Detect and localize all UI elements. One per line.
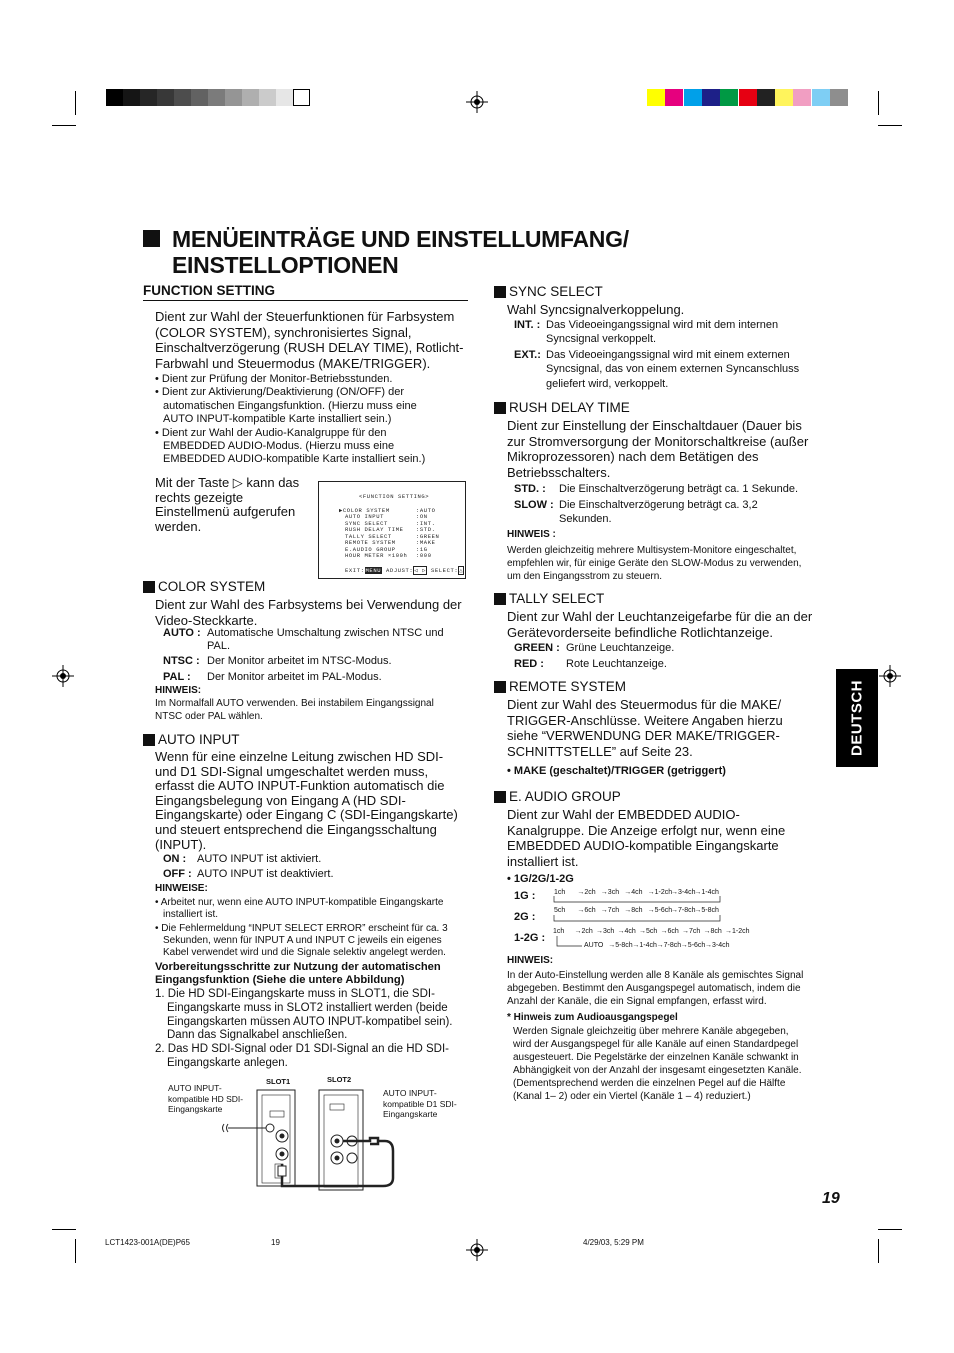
color-swatch: [830, 89, 848, 106]
audio-channel-item: →3-4ch: [705, 942, 730, 949]
page-number: 19: [822, 1190, 840, 1207]
gray-swatch: [174, 89, 191, 106]
auto-input-heading: AUTO INPUT: [158, 732, 240, 747]
audio-channel-item: →6ch: [660, 928, 679, 935]
audio-channel-item: →4ch: [617, 928, 636, 935]
audio-channel-item: →5-8ch: [694, 907, 719, 914]
auto-input-hinweise-label: HINWEISE:: [155, 883, 208, 894]
gray-swatch: [106, 89, 123, 106]
audio-channel-item: →1-4ch: [694, 889, 719, 896]
section-square-icon: [494, 286, 506, 298]
color-swatch: [775, 89, 793, 106]
audio-row-1g-label: 1G :: [514, 890, 536, 902]
color-swatch: [665, 89, 683, 106]
page-title: MENÜEINTRÄGE UND EINSTELLUMFANG/: [172, 226, 629, 252]
sync-select-options: INT. : Das Videoeingangssignal wird mit dem internen Syncsignal verkoppelt. EXT.: Das Videoeingangssignal wird mit einem externen Syncsignal, das von einem externen Syncanschluss geliefert wird, verkoppelt.: [514, 319, 800, 390]
audio-channel-item: →1-4ch: [632, 942, 657, 949]
slot-connection-diagram: [220, 1086, 400, 1196]
registration-mark: [52, 665, 74, 687]
auto-input-hinweise: • Arbeitet nur, wenn eine AUTO INPUT-kompatible Eingangskarte installiert ist. • Die Fehlermeldung “INPUT SELECT ERROR” erscheint für ca. 3 Sekunden, wenn für INPUT A und INPUT C jeweils ein eigenes Kabel verwendet wird und die Signale selektiv angelegt werden.: [155, 897, 448, 958]
crop-mark: [878, 91, 879, 115]
color-swatch: [739, 89, 757, 106]
menu-row-label: HOUR METER ×100h: [345, 552, 408, 559]
gray-swatch: [225, 89, 242, 106]
color-system-heading: COLOR SYSTEM: [158, 579, 266, 594]
color-swatch: [702, 89, 720, 106]
audio-channel-item: 1ch: [553, 928, 565, 935]
tally-select-desc: Dient zur Wahl der Leuchtanzeigefarbe für die an der Gerätevorderseite befindliche Rotlichtanzeige.: [507, 609, 813, 640]
footer-page: 19: [271, 1238, 280, 1247]
menu-row-label: SYNC SELECT: [345, 519, 388, 527]
menu-row-value: :INT.: [416, 519, 436, 527]
audio-channel-item: →2ch: [577, 889, 596, 896]
rush-delay-hinweis: Werden gleichzeitig mehrere Multisystem-Monitore eingeschaltet, empfehlen wir, für einige Geräte den SLOW-Modus zu verwenden, um den Eingangsstrom zu steuern.: [507, 545, 802, 582]
menu-row-value: :GREEN: [416, 532, 440, 540]
audio-hinweis-label: HINWEIS:: [507, 955, 554, 966]
audio-channel-item: →5-8ch: [608, 942, 633, 949]
gray-swatch: [208, 89, 225, 106]
menu-access-note: Mit der Taste ▷ kann das rechts gezeigte Einstellmenü aufgerufen werden.: [155, 475, 300, 534]
gray-swatch: [191, 89, 208, 106]
audio-group-bullet: • 1G/2G/1-2G: [507, 873, 574, 885]
menu-row-value: :AUTO: [416, 507, 436, 514]
section-square-icon: [143, 581, 155, 593]
registration-mark: [466, 91, 488, 113]
gray-swatch: [123, 89, 140, 106]
menu-row-value: :000: [416, 552, 432, 559]
auto-input-options: ON : AUTO INPUT ist aktiviert. OFF : AUTO INPUT ist deaktiviert.: [163, 853, 334, 880]
crop-mark: [75, 91, 76, 115]
color-swatch: [757, 89, 775, 106]
gray-swatch: [276, 89, 293, 106]
crop-mark: [878, 1239, 879, 1263]
audio-channel-item: →6ch: [577, 907, 596, 914]
audio-channel-item: AUTO: [584, 942, 604, 949]
audio-row-2g-label: 2G :: [514, 911, 536, 923]
color-system-desc: Dient zur Wahl des Farbsystems bei Verwendung der Video-Steckkarte.: [155, 597, 462, 628]
crop-mark: [52, 125, 76, 126]
hd-sdi-card-label: AUTO INPUT- kompatible HD SDI- Eingangskarte: [168, 1083, 244, 1114]
menu-row-label: E.AUDIO GROUP: [345, 545, 396, 553]
steps-list: 1. Die HD SDI-Eingangskarte muss in SLOT1, die SDI- Eingangskarte muss in SLOT2 installiert werden (beide Eingangskarten müssen AUTO INPUT-kompatibel sein). Dann das Signalkabel anschließen. 2. Das HD SDI-Signal oder D1 SDI-Signal an die HD SDI- Eingangskarte anlegen.: [155, 988, 453, 1069]
audio-channel-item: →5-6ch: [647, 907, 673, 914]
rush-delay-heading: RUSH DELAY TIME: [509, 400, 630, 415]
audio-channel-item: →3ch: [600, 889, 620, 896]
audio-channel-item: →3-4ch: [671, 889, 696, 896]
menu-row-label: ▶COLOR SYSTEM: [339, 507, 390, 514]
auto-input-desc: Wenn für eine einzelne Leitung zwischen HD SDI- und D1 SDI-Signal umgeschaltet werden muss, erfasst die AUTO INPUT-Funktion automatisch die Eingangsbelegung von Eingang A (HD SDI- Eingangskarte) oder Eingang C (SDI-Eingangskarte) und steuert entsprechend die Eingangsschaltung (INPUT).: [155, 749, 458, 852]
audio-group-desc: Dient zur Wahl der EMBEDDED AUDIO- Kanalgruppe. Die Anzeige erfolgt nur, wenn eine EMBEDDED AUDIO-kompatible Eingangskarte installiert ist.: [507, 807, 786, 869]
crop-mark: [878, 1229, 902, 1230]
function-setting-intro: Dient zur Wahl der Steuerfunktionen für Farbsystem (COLOR SYSTEM), synchronisiertes Signal, Einschaltverzögerung (RUSH DELAY TIME), Rotlicht- Farbwahl und Steuermodus (MAKE/TRIGGER).: [155, 309, 464, 371]
audio-channel-item: →1-2ch: [647, 889, 673, 896]
function-setting-heading: FUNCTION SETTING: [143, 283, 275, 298]
color-swatch: [793, 89, 811, 106]
audio-channel-item: →7ch: [682, 928, 701, 935]
menu-row-value: :STD.: [416, 526, 436, 533]
tally-select-heading: TALLY SELECT: [509, 591, 605, 606]
crop-mark: [878, 125, 902, 126]
gray-swatch: [140, 89, 157, 106]
audio-note-label: * Hinweis zum Audioausgangspegel: [507, 1012, 678, 1023]
audio-channel-item: →8ch: [624, 907, 643, 914]
gray-swatch: [157, 89, 174, 106]
rush-delay-hinweis-label: HINWEIS :: [507, 529, 556, 540]
audio-channel-item: →7-8ch: [671, 907, 696, 914]
color-system-options: AUTO : Automatische Umschaltung zwischen NTSC und PAL. NTSC : Der Monitor arbeitet im NTSC-Modus. PAL : Der Monitor arbeitet im PAL-Modus.: [163, 627, 444, 683]
footer-file: LCT1423-001A(DE)P65: [105, 1238, 190, 1247]
section-square-icon: [494, 791, 506, 803]
slot1-label: SLOT1: [266, 1077, 291, 1086]
audio-channel-item: →2ch: [574, 928, 593, 935]
section-square-icon: [494, 593, 506, 605]
rush-delay-options: STD. : Die Einschaltverzögerung beträgt ca. 1 Sekunde. SLOW : Die Einschaltverzögerung beträgt ca. 3,2 Sekunden.: [514, 483, 799, 525]
audio-channel-item: →1-2ch: [725, 928, 750, 935]
audio-channel-item: →3ch: [596, 928, 615, 935]
side-tab-label: DEUTSCH: [848, 679, 866, 757]
steps-heading: Vorbereitungsschritte zur Nutzung der automatischen Eingangsfunktion (Siehe die untere Abbildung): [155, 961, 441, 987]
function-setting-menu: [318, 481, 466, 579]
tally-select-options: GREEN : Grüne Leuchtanzeige. RED : Rote Leuchtanzeige.: [514, 642, 675, 670]
sync-select-heading: SYNC SELECT: [509, 284, 603, 299]
remote-system-heading: REMOTE SYSTEM: [509, 679, 627, 694]
section-square-icon: [143, 734, 155, 746]
audio-loop-arrow: [550, 894, 750, 950]
section-square-icon: [494, 402, 506, 414]
gray-swatch: [293, 89, 310, 106]
d1-sdi-card-label: AUTO INPUT- kompatible D1 SDI- Eingangskarte: [383, 1088, 457, 1119]
color-system-hinweis: Im Normalfall AUTO verwenden. Bei instabilem Eingangssignal NTSC oder PAL wählen.: [155, 698, 434, 722]
audio-channel-item: →8ch: [703, 928, 722, 935]
menu-row-value: :ON: [416, 513, 428, 520]
crop-mark: [52, 1229, 76, 1230]
function-setting-bullets: • Dient zur Prüfung der Monitor-Betriebsstunden. • Dient zur Aktivierung/Deaktivierung (ON/OFF) der automatischen Eingangsfunktion. (Hierzu muss eine AUTO INPUT-kompatible Karte installiert sein.) • Dient zur Wahl der Audio-Kanalgruppe für den EMBEDDED AUDIO-Modus. (Hierzu muss eine EMBEDDED AUDIO-kompatible Karte installiert sein.): [155, 373, 426, 466]
audio-row-12g-label: 1-2G :: [514, 932, 546, 944]
menu-row-label: REMOTE SYSTEM: [345, 539, 396, 546]
menu-row-value: :1G: [416, 545, 428, 553]
color-swatch: [812, 89, 830, 106]
title-square-icon: [143, 230, 160, 247]
audio-channel-item: →4ch: [624, 889, 643, 896]
footer-date: 4/29/03, 5:29 PM: [583, 1238, 644, 1247]
menu-title: <FUNCTION SETTING>: [359, 493, 430, 500]
menu-row-value: :MAKE: [416, 539, 436, 546]
audio-channel-item: →7-8ch: [656, 942, 682, 949]
audio-hinweis: In der Auto-Einstellung werden alle 8 Kanäle als gemischtes Signal abgegeben. Bestimmt den Ausgangspegel automatisch, indem die Anzahl der Kanäle, die ein Signal empfangen, erfasst wird.: [507, 970, 804, 1007]
audio-note: Werden Signale gleichzeitig über mehrere Kanäle abgegeben, wird der Ausgangspegel für alle Kanäle auf einen Standardpegel ausgesteuert. Die Pegelstärke der einzelnen Kanäle schwankt in Abhängigkeit von der Anzahl der insgesamt eingesetzten Kanäle. (Dementsprechend werden die einzelnen Pegel auf die Hälfte (Kanal 1– 2) oder ein Viertel (Kanäle 1 – 4) reduziert.): [513, 1026, 802, 1102]
registration-mark: [879, 665, 901, 687]
color-system-hinweis-label: HINWEIS:: [155, 685, 202, 696]
menu-row-label: AUTO INPUT: [345, 513, 385, 520]
remote-system-bullet: • MAKE (geschaltet)/TRIGGER (getriggert): [507, 765, 726, 777]
audio-channel-item: →5-6ch: [680, 942, 706, 949]
slot2-label: SLOT2: [327, 1075, 352, 1084]
gray-swatch: [259, 89, 276, 106]
registration-mark: [466, 1239, 488, 1261]
audio-channel-item: →7ch: [600, 907, 620, 914]
menu-row-label: RUSH DELAY TIME: [345, 526, 404, 533]
color-swatch: [720, 89, 738, 106]
crop-mark: [75, 1239, 76, 1263]
rush-delay-desc: Dient zur Einstellung der Einschaltdauer (Dauer bis zur Stromversorgung der Monitorschaltkreise (außer Mikroprozessoren) nach dem Betätigen des Betriebsschalters.: [507, 418, 809, 480]
audio-channel-item: →5ch: [639, 928, 658, 935]
menu-footer: EXIT:MENU ADJUST:◁ ▷ SELECT:△: [345, 567, 464, 574]
audio-channel-item: 5ch: [554, 907, 566, 914]
audio-channel-item: 1ch: [554, 889, 566, 896]
heading-rule: [143, 300, 468, 301]
language-side-tab: [836, 669, 878, 767]
color-swatch: [647, 89, 665, 106]
page-title-line2: EINSTELLOPTIONEN: [172, 252, 399, 278]
gray-swatch: [242, 89, 259, 106]
section-square-icon: [494, 681, 506, 693]
audio-group-heading: E. AUDIO GROUP: [509, 789, 621, 804]
sync-select-desc: Wahl Syncsignalverkoppelung.: [507, 302, 685, 317]
menu-row-label: TALLY SELECT: [345, 532, 392, 540]
color-swatch: [684, 89, 702, 106]
remote-system-desc: Dient zur Wahl des Steuermodus für die MAKE/ TRIGGER-Anschlüsse. Weitere Angaben hierzu siehe “VERWENDUNG DER MAKE/TRIGGER- SCHNITTSTELLE” auf Seite 23.: [507, 697, 783, 759]
